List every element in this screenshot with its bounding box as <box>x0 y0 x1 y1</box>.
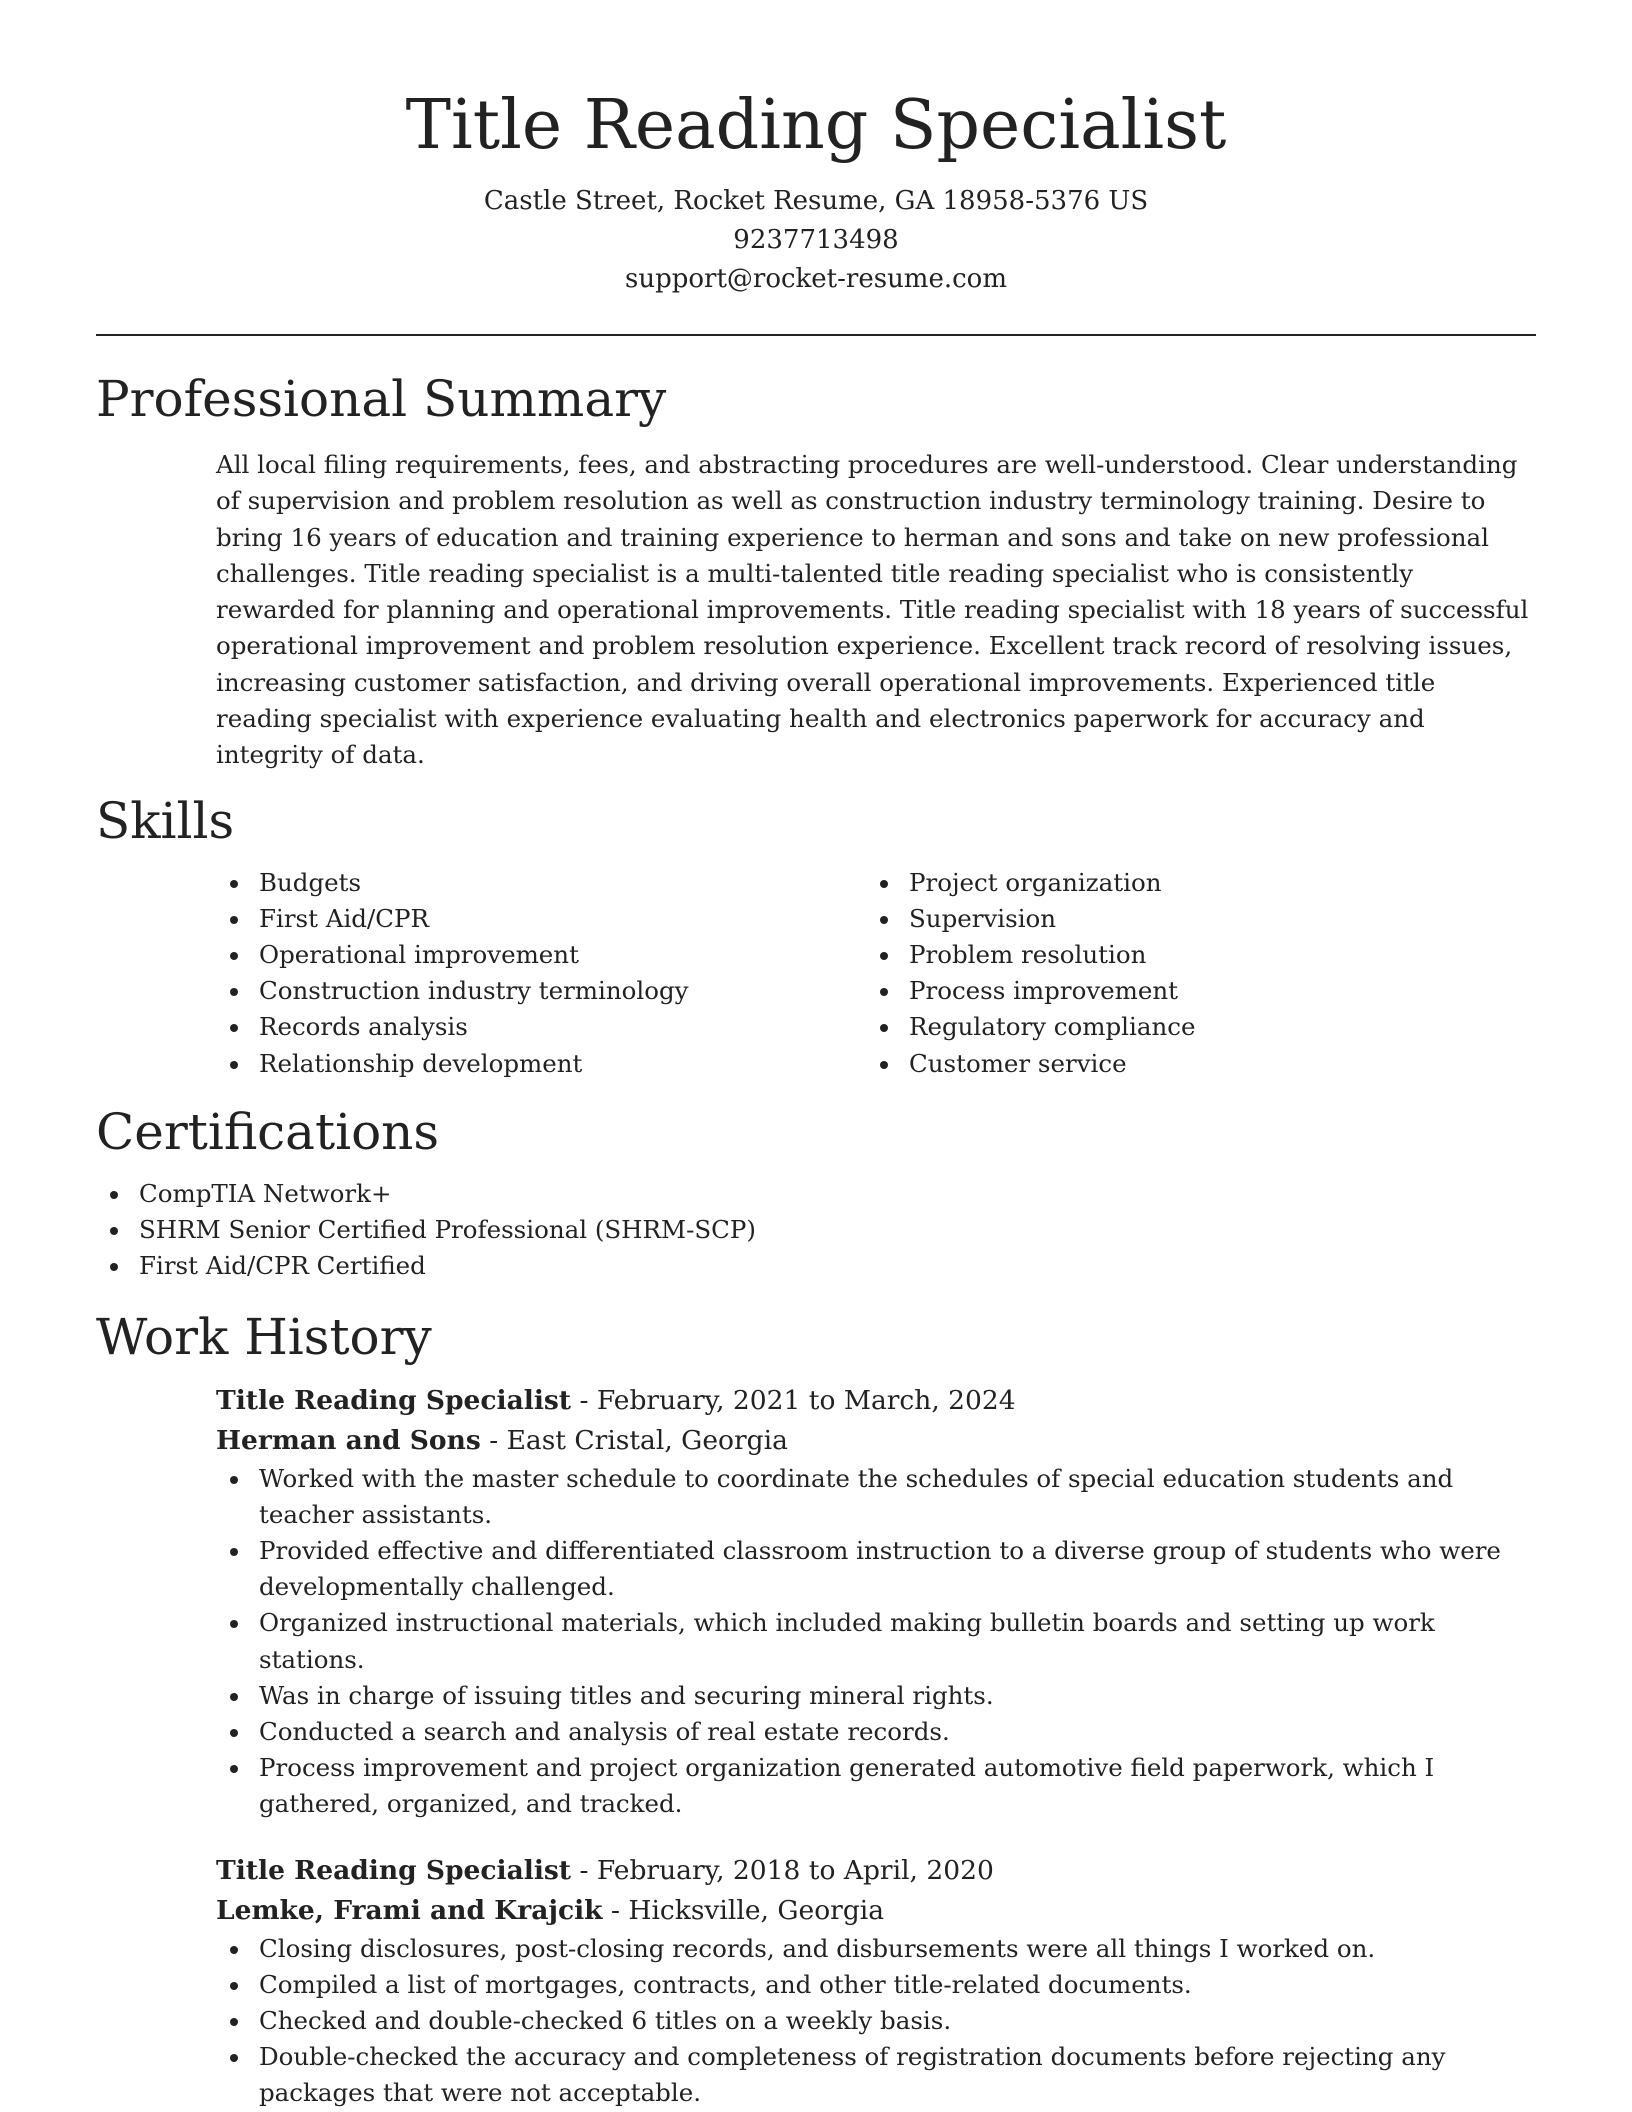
job-location: - Hicksville, Georgia <box>602 1894 885 1926</box>
summary-heading: Professional Summary <box>96 370 667 428</box>
header-divider <box>96 334 1536 336</box>
resume-page <box>96 0 1536 2112</box>
skills-list-left <box>216 865 866 1082</box>
job-role: Title Reading Specialist <box>216 1854 572 1886</box>
list-item: Records analysis <box>216 1009 866 1045</box>
job-company-line <box>216 1421 1536 1461</box>
summary-section <box>96 367 1536 774</box>
job-duties-list <box>96 1931 1536 2112</box>
list-item: Double-checked the accuracy and completeness of registration documents before rejecting any packages that were not acceptable. <box>216 2039 1536 2111</box>
job-duties-list <box>96 1461 1536 1823</box>
list-item: Worked with the master schedule to coordinate the schedules of special education students and teacher assistants. <box>216 1461 1536 1533</box>
email-text: support@rocket-resume.com <box>624 264 1007 294</box>
list-item: SHRM Senior Certified Professional (SHRM-SCP) <box>96 1212 1536 1248</box>
list-item: Checked and double-checked 6 titles on a weekly basis. <box>216 2003 1536 2039</box>
list-item: Closing disclosures, post-closing records, and disbursements were all things I worked on. <box>216 1931 1536 1967</box>
list-item: Process improvement and project organization generated automotive field paperwork, which I gathered, organized, and tracked. <box>216 1750 1536 1822</box>
list-item: Problem resolution <box>866 937 1516 973</box>
phone-text: 9237713498 <box>733 225 899 255</box>
list-item: Supervision <box>866 901 1516 937</box>
job-company: Herman and Sons <box>216 1424 481 1456</box>
job-company-line <box>216 1891 1536 1931</box>
job-title-line <box>216 1381 1536 1421</box>
list-item: Regulatory compliance <box>866 1009 1516 1045</box>
list-item: Relationship development <box>216 1046 866 1082</box>
list-item: Conducted a search and analysis of real estate records. <box>216 1714 1536 1750</box>
list-item: Organized instructional materials, which included making bulletin boards and setting up work stations. <box>216 1605 1536 1677</box>
list-item: Budgets <box>216 865 866 901</box>
candidate-name: Title Reading Specialist <box>405 86 1227 165</box>
list-item: First Aid/CPR Certified <box>96 1248 1536 1284</box>
list-item: Construction industry terminology <box>216 973 866 1009</box>
job-location: - East Cristal, Georgia <box>480 1424 788 1456</box>
job-role: Title Reading Specialist <box>216 1384 572 1416</box>
job-dates: - February, 2018 to April, 2020 <box>571 1854 994 1886</box>
skills-heading: Skills <box>96 791 235 850</box>
skills-section <box>96 789 1536 1082</box>
certifications-heading: Certifications <box>96 1102 440 1161</box>
list-item: Compiled a list of mortgages, contracts, and other title-related documents. <box>216 1967 1536 2003</box>
contact-block <box>96 182 1536 299</box>
list-item: Was in charge of issuing titles and securing mineral rights. <box>216 1678 1536 1714</box>
job-entry <box>216 1381 1536 1823</box>
list-item: CompTIA Network+ <box>96 1176 1536 1212</box>
list-item: Customer service <box>866 1046 1516 1082</box>
skills-grid <box>216 865 1536 1082</box>
list-item: Operational improvement <box>216 937 866 973</box>
resume-header <box>96 0 1536 299</box>
summary-text: All local filing requirements, fees, and abstracting procedures are well-understood. Clear understanding of supervision and problem resolution as well as construction industry terminology training. Desire to bring 16 years of education and training experience to herman and sons and take on new professional challenges. Title reading specialist is a multi-talented title reading specialist who is consistently rewarded for planning and operational improvements. Title reading specialist with 18 years of successful operational improvement and problem resolution experience. Excellent track record of resolving issues, increasing customer satisfaction, and driving overall operational improvements. Experienced title reading specialist with experience evaluating health and electronics paperwork for accuracy and integrity of data. <box>216 450 1529 770</box>
certifications-list <box>96 1176 1536 1285</box>
list-item: First Aid/CPR <box>216 901 866 937</box>
list-item: Provided effective and differentiated classroom instruction to a diverse group of students who were developmentally challenged. <box>216 1533 1536 1605</box>
work-history-section <box>96 1305 1536 2112</box>
certifications-section <box>96 1100 1536 1285</box>
skills-list-right <box>866 865 1516 1082</box>
job-title-line <box>216 1851 1536 1891</box>
address-text: Castle Street, Rocket Resume, GA 18958-5376 US <box>483 186 1149 216</box>
job-company: Lemke, Frami and Krajcik <box>216 1894 603 1926</box>
list-item: Project organization <box>866 865 1516 901</box>
list-item: Process improvement <box>866 973 1516 1009</box>
job-dates: - February, 2021 to March, 2024 <box>571 1384 1016 1416</box>
job-entry <box>216 1851 1536 2112</box>
work-history-heading: Work History <box>96 1307 432 1366</box>
